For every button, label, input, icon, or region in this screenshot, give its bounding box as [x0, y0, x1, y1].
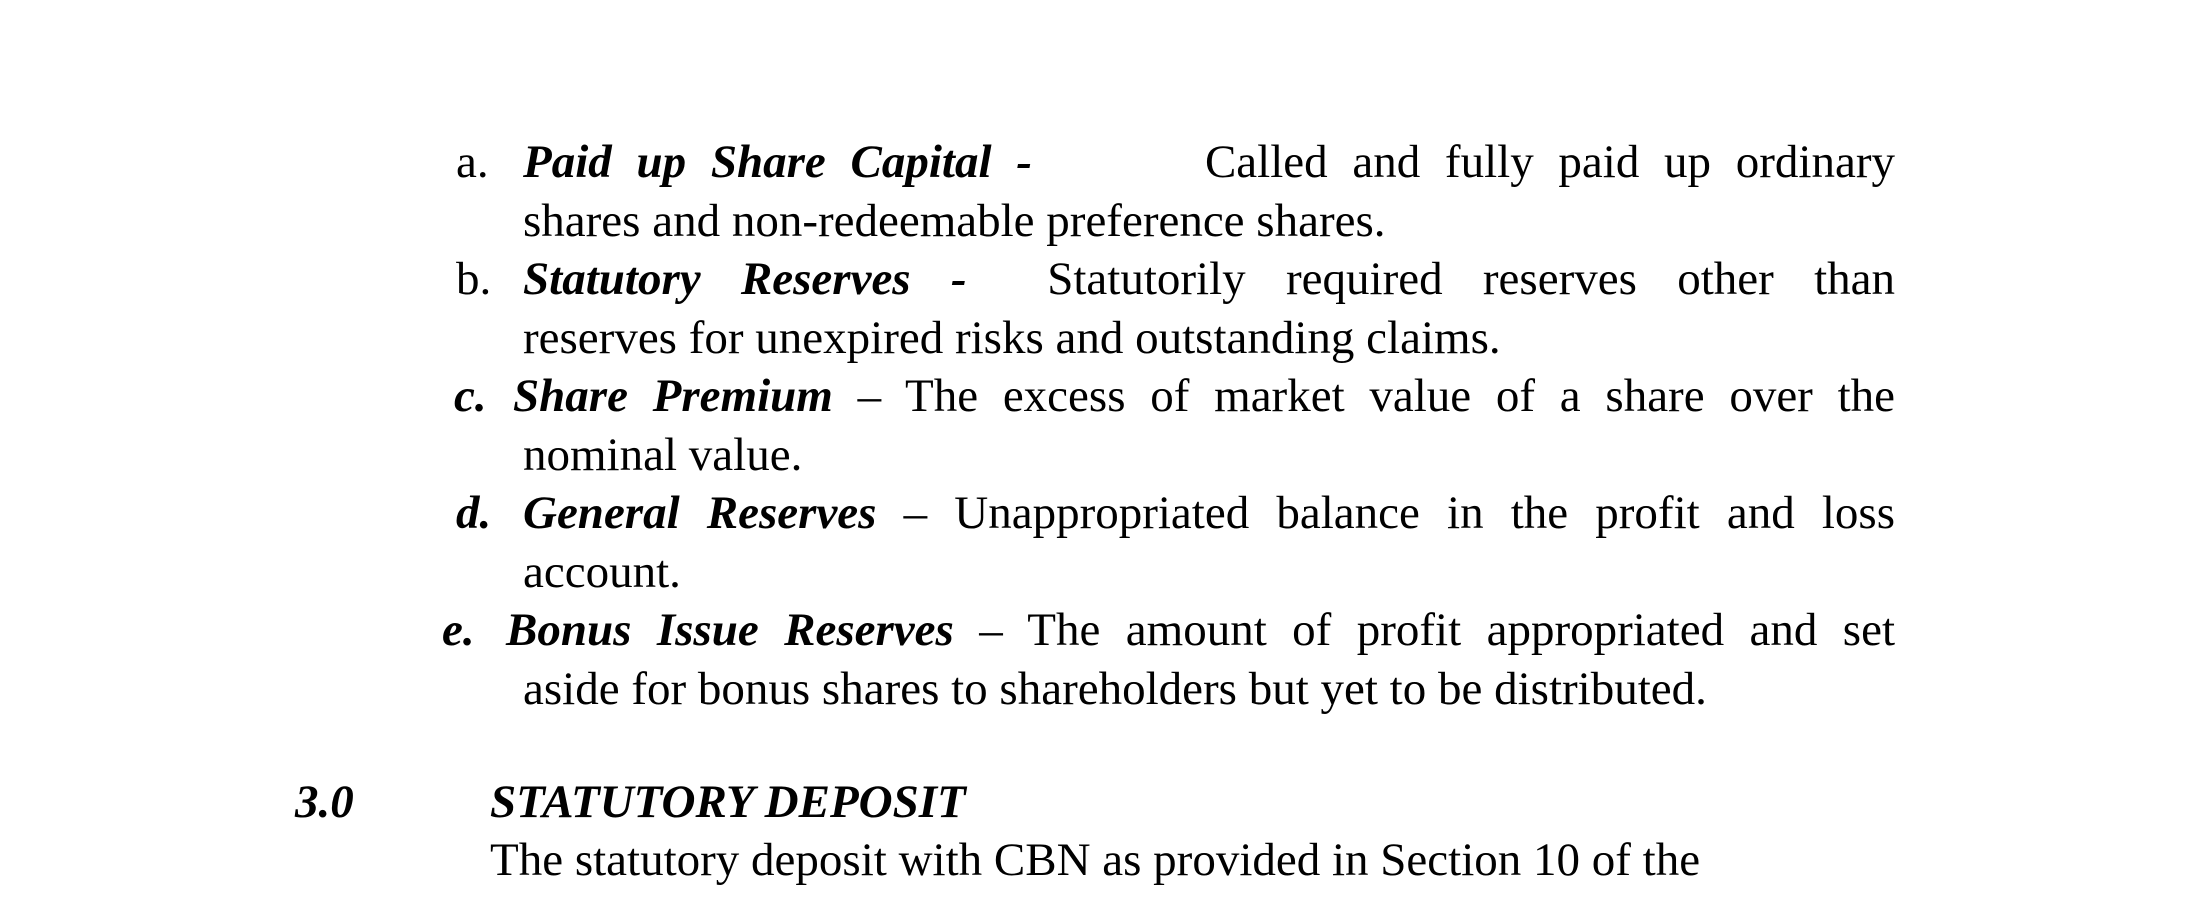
definition-term: Bonus Issue Reserves: [506, 604, 954, 656]
section-heading: STATUTORY DEPOSIT: [490, 776, 966, 828]
definition-term: General Reserves: [523, 487, 877, 539]
list-marker: a.: [456, 136, 489, 188]
definition-text: – The excess of market value of a share over the: [857, 370, 1895, 422]
section-number: 3.0: [295, 776, 354, 828]
definition-text: Statutorily required reserves other than: [1047, 253, 1896, 305]
list-marker: c.: [454, 370, 487, 422]
definition-continuation: nominal value.: [523, 428, 803, 481]
definition-continuation: shares and non-redeemable preference shares.: [523, 194, 1386, 247]
definition-item-statutory-reserves: [440, 250, 1895, 367]
list-marker: e.: [442, 604, 475, 656]
definition-text: – The amount of profit appropriated and set: [979, 604, 1896, 656]
definition-first-line: [513, 367, 1895, 426]
definition-first-line: [523, 484, 1895, 543]
definition-first-line: [523, 250, 1895, 309]
definition-text: Called and fully paid up ordinary: [1204, 136, 1895, 188]
definition-term: Statutory Reserves -: [523, 253, 967, 305]
list-marker: b.: [456, 253, 492, 305]
definition-item-general-reserves: [440, 484, 1895, 601]
definition-first-line: [506, 601, 1895, 660]
section-body-line: The statutory deposit with CBN as provided in Section 10 of the: [490, 834, 1701, 886]
definition-text: – Unappropriated balance in the profit and loss: [903, 487, 1895, 539]
definition-item-bonus-issue-reserves: [440, 601, 1895, 718]
list-marker: d.: [456, 487, 492, 539]
definition-continuation: account.: [523, 545, 681, 598]
section-body: [490, 831, 1890, 889]
definition-item-paid-up-share-capital: [440, 133, 1895, 250]
definition-term: Share Premium: [513, 370, 833, 422]
definition-term: Paid up Share Capital -: [523, 136, 1032, 188]
definition-continuation: reserves for unexpired risks and outstanding claims.: [523, 311, 1501, 364]
definition-item-share-premium: [440, 367, 1895, 484]
definitions-list: [440, 133, 1895, 718]
definition-first-line: [523, 133, 1895, 192]
definition-continuation: aside for bonus shares to shareholders but yet to be distributed.: [523, 662, 1707, 715]
